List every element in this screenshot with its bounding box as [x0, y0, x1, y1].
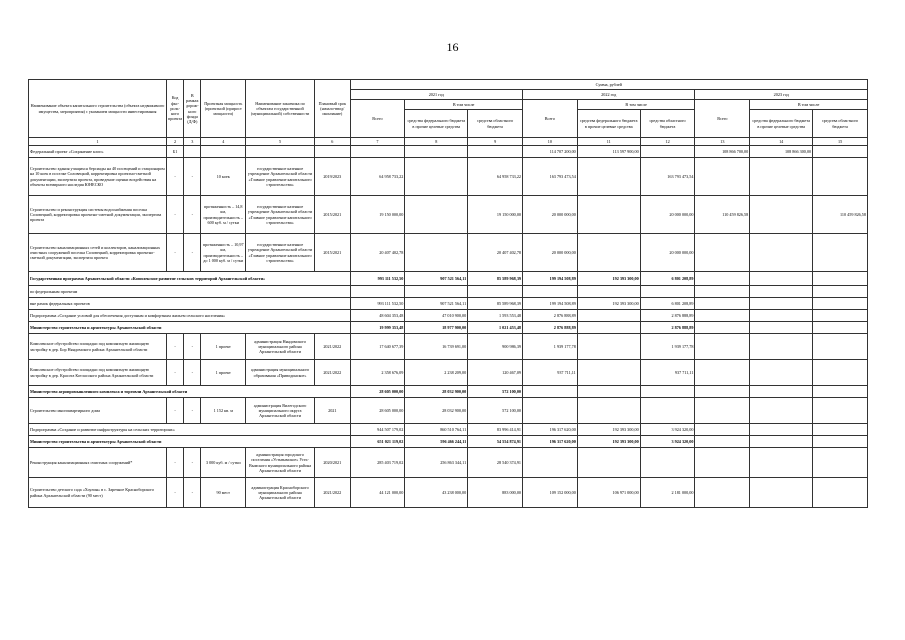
table-cell: 572 100,00	[468, 398, 523, 424]
header-federal-2022: средства федерального бюджета в прочие целевые средства	[577, 110, 640, 138]
table-cell	[695, 158, 750, 196]
table-cell	[750, 272, 813, 286]
table-cell: протяженность – 14,8 км, производительность – 600 куб. м / сутки	[201, 196, 246, 234]
table-cell	[695, 398, 750, 424]
table-cell	[523, 448, 578, 478]
header-planned-term: Плановый срок (начало-ввод/окончание)	[315, 80, 351, 138]
investment-table	[28, 79, 868, 508]
table-cell: 199 194 508,89	[523, 272, 578, 286]
table-cell	[750, 196, 813, 234]
col-number: 4	[201, 138, 246, 146]
table-cell: 120 467,09	[468, 360, 523, 386]
table-cell	[405, 196, 468, 234]
table-cell: 2021	[315, 398, 351, 424]
table-cell: 6 801 208,89	[640, 272, 695, 286]
table-cell	[750, 234, 813, 272]
col-number: 10	[523, 138, 578, 146]
table-cell: 6 801 208,89	[640, 298, 695, 310]
table-cell	[695, 322, 750, 334]
table-cell: -	[166, 448, 183, 478]
table-cell	[750, 436, 813, 448]
section-heading: Министерство строительства и архитектуры Архангельской области	[29, 322, 351, 334]
table-cell	[750, 448, 813, 478]
row-label: Комплексное обустройство площадки под компактную жилищную застройку в дер. Бор Няндомского района Архангельской области	[29, 334, 167, 360]
table-row	[29, 386, 868, 398]
table-cell: 937 711,11	[523, 360, 578, 386]
row-label: Федеральный проект «Сохранение клоп»	[29, 146, 167, 158]
table-cell: -	[166, 158, 183, 196]
header-including-2023: В том числе	[750, 100, 868, 110]
table-cell: 907 521 564,11	[405, 298, 468, 310]
table-cell: 20 407 402,78	[468, 234, 523, 272]
table-cell: 44 121 000,00	[350, 478, 405, 508]
table-cell: государственное казенное учреждение Архангельской области «Главное управление капитального строительства»	[246, 196, 315, 234]
table-cell: -	[184, 398, 201, 424]
table-row	[29, 424, 868, 436]
table-cell: 2021/2022	[315, 334, 351, 360]
table-cell	[813, 286, 868, 298]
table-cell	[813, 360, 868, 386]
table-cell: 2 876 888,89	[640, 310, 695, 322]
table-cell	[695, 424, 750, 436]
table-cell: 2 876 888,89	[523, 310, 578, 322]
table-cell: Б1	[166, 146, 183, 158]
table-row	[29, 272, 868, 286]
table-cell: -	[166, 478, 183, 508]
table-cell	[813, 322, 868, 334]
table-cell: 2015/2021	[315, 196, 351, 234]
table-row	[29, 334, 868, 360]
header-regional-2021: средства областного бюджета	[468, 110, 523, 138]
table-cell: 900 986,39	[468, 334, 523, 360]
table-row	[29, 398, 868, 424]
header-including-2022: В том числе	[577, 100, 695, 110]
table-cell: 907 521 564,11	[405, 272, 468, 286]
table-cell: 192 393 300,00	[577, 298, 640, 310]
table-cell: 2015/2021	[315, 234, 351, 272]
section-heading: Министерство агропромышленного комплекса и торговли Архангельской области	[29, 386, 351, 398]
table-cell: 1 152 кв. м	[201, 398, 246, 424]
table-cell: 2021/2022	[315, 478, 351, 508]
col-number: 11	[577, 138, 640, 146]
table-cell	[813, 234, 868, 272]
col-number: 13	[695, 138, 750, 146]
table-cell: 54 554 874,91	[468, 436, 523, 448]
row-label: Строительство и реконструкция системы водоснабжения поселка Соловецкий, корректировка проектно-сметной документации, экспертиза проекта	[29, 196, 167, 234]
table-cell: 20 000 000,00	[640, 196, 695, 234]
table-row	[29, 298, 868, 310]
table-cell: 20 000 000,00	[640, 234, 695, 272]
table-cell	[695, 310, 750, 322]
table-cell: 2 876 888,89	[523, 322, 578, 334]
table-cell	[577, 448, 640, 478]
header-year-2023: 2023 год	[695, 90, 868, 100]
table-row	[29, 158, 868, 196]
table-cell: 192 393 300,00	[577, 424, 640, 436]
table-cell: администрация Красноборского муниципального района Архангельской области	[246, 478, 315, 508]
table-cell: 3 000 куб. м / сутки	[201, 448, 246, 478]
table-cell	[315, 146, 351, 158]
table-cell: 192 393 300,00	[577, 436, 640, 448]
table-cell: -	[166, 334, 183, 360]
header-row-1	[29, 80, 868, 90]
table-cell: 2020/2021	[315, 448, 351, 478]
table-cell: -	[184, 158, 201, 196]
table-cell: 256 863 344,11	[405, 448, 468, 478]
table-cell: 64 958 733,22	[468, 158, 523, 196]
table-cell: администрация Вилегодского муниципального округа Архангельской области	[246, 398, 315, 424]
table-cell: 163 793 473,54	[640, 158, 695, 196]
table-cell	[750, 424, 813, 436]
header-regional-2023: средства областного бюджета	[813, 110, 868, 138]
table-row	[29, 436, 868, 448]
table-cell: 83 996 414,91	[468, 424, 523, 436]
row-label: Подпрограмма «Создание условий для обеспечения доступным и комфортным жильем сельского населения»	[29, 310, 351, 322]
table-cell: 993 111 532,50	[350, 272, 405, 286]
header-federal-2023: средства федерального бюджета в прочие целевые средства	[750, 110, 813, 138]
table-cell: 64 958 733,22	[350, 158, 405, 196]
table-cell	[577, 360, 640, 386]
table-cell: 85 589 968,39	[468, 298, 523, 310]
header-sum: Сумма, рублей	[350, 80, 867, 90]
header-total-2022: Всего	[523, 100, 578, 138]
header-year-2022: 2022 год	[523, 90, 695, 100]
header-total-2023: Всего	[695, 100, 750, 138]
table-cell: государственное казенное учреждение Архангельской области «Главное управление капитального строительства»	[246, 234, 315, 272]
table-cell	[405, 158, 468, 196]
row-label: Комплексное обустройство площадки под компактную жилищную застройку в дер. Красота Котласского района Архангельской области	[29, 360, 167, 386]
section-heading: Министерство строительства и архитектуры Архангельской области	[29, 436, 351, 448]
table-cell	[813, 436, 868, 448]
header-code: Код фкс-роль-ного проекта	[166, 80, 183, 138]
table-cell: 1 593 553,48	[468, 310, 523, 322]
table-cell: 28 032 900,00	[405, 386, 468, 398]
table-cell: государственное казенное учреждение Архангельской области «Главное управление капитального строительства»	[246, 158, 315, 196]
table-cell	[577, 386, 640, 398]
row-label: Реконструкция канализационных очистных сооружений*	[29, 448, 167, 478]
table-cell	[523, 398, 578, 424]
table-cell	[750, 386, 813, 398]
row-label: Строительство многоквартирного дома	[29, 398, 167, 424]
col-number: 15	[813, 138, 868, 146]
table-cell	[577, 158, 640, 196]
table-cell: 90 мест	[201, 478, 246, 508]
table-cell	[695, 298, 750, 310]
table-cell	[350, 286, 405, 298]
table-cell	[184, 146, 201, 158]
table-cell	[750, 334, 813, 360]
table-cell: 20 407 402,78	[350, 234, 405, 272]
table-cell: 196 317 620,00	[523, 436, 578, 448]
table-cell	[246, 146, 315, 158]
table-cell: 572 100,00	[468, 386, 523, 398]
table-row	[29, 234, 868, 272]
table-cell: администрация Няндомского муниципального района Архангельской области	[246, 334, 315, 360]
table-cell	[468, 146, 523, 158]
table-cell: 937 711,11	[640, 360, 695, 386]
table-cell: 19 999 353,48	[350, 322, 405, 334]
table-cell: 28 605 000,00	[350, 386, 405, 398]
page-number: 16	[446, 40, 459, 54]
table-cell: 651 021 119,02	[350, 436, 405, 448]
table-cell	[813, 146, 868, 158]
table-cell: 1 021 453,48	[468, 322, 523, 334]
table-cell	[750, 158, 813, 196]
table-cell: 2 358 676,09	[350, 360, 405, 386]
table-cell	[750, 286, 813, 298]
col-number: 12	[640, 138, 695, 146]
col-number: 7	[350, 138, 405, 146]
header-total-2021: Всего	[350, 100, 405, 138]
table-cell	[577, 322, 640, 334]
header-including-2021: В том числе	[405, 100, 523, 110]
table-cell: -	[166, 360, 183, 386]
header-customer: Наименование заказчика по объектам государственной (муниципальной) собственности	[246, 80, 315, 138]
table-cell: 110 459 826,58	[695, 196, 750, 234]
table-row	[29, 286, 868, 298]
col-number: 3	[184, 138, 201, 146]
table-cell: 113 597 900,00	[577, 146, 640, 158]
table-cell	[405, 286, 468, 298]
table-cell	[813, 310, 868, 322]
table-cell: 16 739 691,00	[405, 334, 468, 360]
row-label: Строительство здания учащихся берсиады на 40 посещений и стационаром на 10 коек в поселке Соловецкий, корректировка проектно-сметной документации, экспертиза проекта, проведение оценки воздействия на объекты всемирного наследия ЮНЕСКО	[29, 158, 167, 196]
table-cell	[695, 448, 750, 478]
table-cell: -	[166, 398, 183, 424]
table-cell	[813, 478, 868, 508]
table-cell: 85 589 968,39	[468, 272, 523, 286]
table-cell	[813, 448, 868, 478]
table-cell	[577, 286, 640, 298]
col-number: 1	[29, 138, 167, 146]
table-cell: протяженность – 10,97 км, производительность – до 1 000 куб. м / сутки	[201, 234, 246, 272]
table-cell	[640, 146, 695, 158]
table-cell: -	[184, 360, 201, 386]
table-cell: -	[166, 196, 183, 234]
table-cell	[201, 146, 246, 158]
table-cell	[813, 424, 868, 436]
table-cell: 19 150 000,00	[350, 196, 405, 234]
table-cell: 1 проект	[201, 360, 246, 386]
table-cell: 993 111 532,50	[350, 298, 405, 310]
table-cell: 2 238 209,00	[405, 360, 468, 386]
table-cell: 3 924 320,00	[640, 424, 695, 436]
header-in-frame: В рамках дорож-ного фонда (Д/Ф)	[184, 80, 201, 138]
table-cell: 114 707 200,00	[523, 146, 578, 158]
table-cell: 883 000,00	[468, 478, 523, 508]
table-cell	[577, 196, 640, 234]
table-cell: 199 194 508,89	[523, 298, 578, 310]
header-federal-2021: средства федерального бюджета в прочие целевые средства	[405, 110, 468, 138]
table-cell: 110 459 826,58	[813, 196, 868, 234]
col-number: 8	[405, 138, 468, 146]
table-cell: 163 793 473,54	[523, 158, 578, 196]
table-cell: 2019/2023	[315, 158, 351, 196]
table-cell	[750, 360, 813, 386]
col-number: 14	[750, 138, 813, 146]
table-cell	[813, 158, 868, 196]
table-cell	[813, 386, 868, 398]
table-cell: -	[166, 234, 183, 272]
table-cell: 108 866 300,00	[750, 146, 813, 158]
header-capacity: Проектная мощность (проектной (прирост мощности)	[201, 80, 246, 138]
table-cell: 860 510 764,11	[405, 424, 468, 436]
table-cell	[577, 398, 640, 424]
table-cell	[577, 234, 640, 272]
table-cell: 17 640 677,39	[350, 334, 405, 360]
table-row	[29, 322, 868, 334]
table-cell: 192 393 300,00	[577, 272, 640, 286]
table-cell: 48 604 353,48	[350, 310, 405, 322]
table-row	[29, 478, 868, 508]
table-cell	[750, 298, 813, 310]
table-cell: 18 977 900,00	[405, 322, 468, 334]
table-row	[29, 360, 868, 386]
table-cell: 106 971 000,00	[577, 478, 640, 508]
row-label: Строительство канализационных сетей и коллекторов, канализационных очистных сооружений поселка Соловецкий, корректировка проектно-сметной документации, экспертиза проекта	[29, 234, 167, 272]
table-cell: 196 317 620,00	[523, 424, 578, 436]
table-cell	[750, 322, 813, 334]
table-cell: 285 403 719,02	[350, 448, 405, 478]
column-number-row	[29, 138, 868, 146]
row-label: по федеральным проектам	[29, 286, 351, 298]
table-cell	[640, 448, 695, 478]
table-cell	[350, 146, 405, 158]
table-cell	[640, 286, 695, 298]
table-cell: 20 000 000,00	[523, 196, 578, 234]
table-cell	[695, 436, 750, 448]
table-cell: 944 507 179,02	[350, 424, 405, 436]
table-cell: 1 939 177,78	[523, 334, 578, 360]
table-cell	[577, 310, 640, 322]
header-year-2021: 2021 год	[350, 90, 522, 100]
col-number: 9	[468, 138, 523, 146]
table-cell	[695, 386, 750, 398]
table-cell: 10 коек	[201, 158, 246, 196]
table-cell: -	[184, 234, 201, 272]
table-row	[29, 310, 868, 322]
table-cell	[813, 334, 868, 360]
table-cell: 2 876 888,89	[640, 322, 695, 334]
table-cell: 20 000 000,00	[523, 234, 578, 272]
row-label: Строительство детского сада «Хоулин» в с. Заречное Красноборского района Архангельской области (90 мест)	[29, 478, 167, 508]
table-cell: 109 152 000,00	[523, 478, 578, 508]
table-cell	[640, 398, 695, 424]
table-row	[29, 196, 868, 234]
table-cell	[405, 234, 468, 272]
header-object-name: Наименование объекта капитального строительства (объекта недвижимого имущества, мероприятия) с указанием мощности инвестирования	[29, 80, 167, 138]
table-cell	[695, 334, 750, 360]
table-cell	[750, 478, 813, 508]
table-cell	[695, 272, 750, 286]
table-cell: 596 466 244,11	[405, 436, 468, 448]
table-row	[29, 146, 868, 158]
table-cell	[813, 398, 868, 424]
table-cell: -	[184, 196, 201, 234]
row-label: вне рамок федеральных проектов	[29, 298, 351, 310]
table-cell	[523, 386, 578, 398]
table-cell: 108 866 700,00	[695, 146, 750, 158]
table-cell	[468, 286, 523, 298]
table-cell: -	[184, 478, 201, 508]
table-cell	[577, 334, 640, 360]
col-number: 2	[166, 138, 183, 146]
table-cell	[405, 146, 468, 158]
table-cell	[695, 286, 750, 298]
table-cell	[750, 310, 813, 322]
table-cell: 28 032 900,00	[405, 398, 468, 424]
table-body	[29, 146, 868, 508]
table-cell: администрация городского поселения «Устьвымское» Усть-Вымского муниципального района Архангельской области	[246, 448, 315, 478]
section-heading: Государственная программа Архангельской области «Комплексное развитие сельских территорий Архангельской области»	[29, 272, 351, 286]
col-number: 5	[246, 138, 315, 146]
table-cell: 43 238 000,00	[405, 478, 468, 508]
table-cell	[813, 298, 868, 310]
table-cell: -	[184, 448, 201, 478]
table-cell: 2021/2022	[315, 360, 351, 386]
table-cell: 1 проект	[201, 334, 246, 360]
table-cell: 28 605 000,00	[350, 398, 405, 424]
table-cell	[750, 398, 813, 424]
table-cell: 2 181 000,00	[640, 478, 695, 508]
header-regional-2022: средства областного бюджета	[640, 110, 695, 138]
row-label: Подпрограмма «Создание и развитие инфраструктуры на сельских территориях»	[29, 424, 351, 436]
table-cell: 47 010 900,00	[405, 310, 468, 322]
table-cell	[640, 386, 695, 398]
table-cell	[813, 272, 868, 286]
table-cell	[523, 286, 578, 298]
table-cell: -	[184, 334, 201, 360]
table-cell: администрация муниципального образования «Приводинское»	[246, 360, 315, 386]
table-cell: 3 924 320,00	[640, 436, 695, 448]
table-row	[29, 448, 868, 478]
table-cell	[695, 478, 750, 508]
col-number: 6	[315, 138, 351, 146]
table-cell: 28 540 374,91	[468, 448, 523, 478]
table-cell	[695, 360, 750, 386]
table-cell	[695, 234, 750, 272]
table-cell: 1 939 177,78	[640, 334, 695, 360]
table-cell: 19 150 000,00	[468, 196, 523, 234]
